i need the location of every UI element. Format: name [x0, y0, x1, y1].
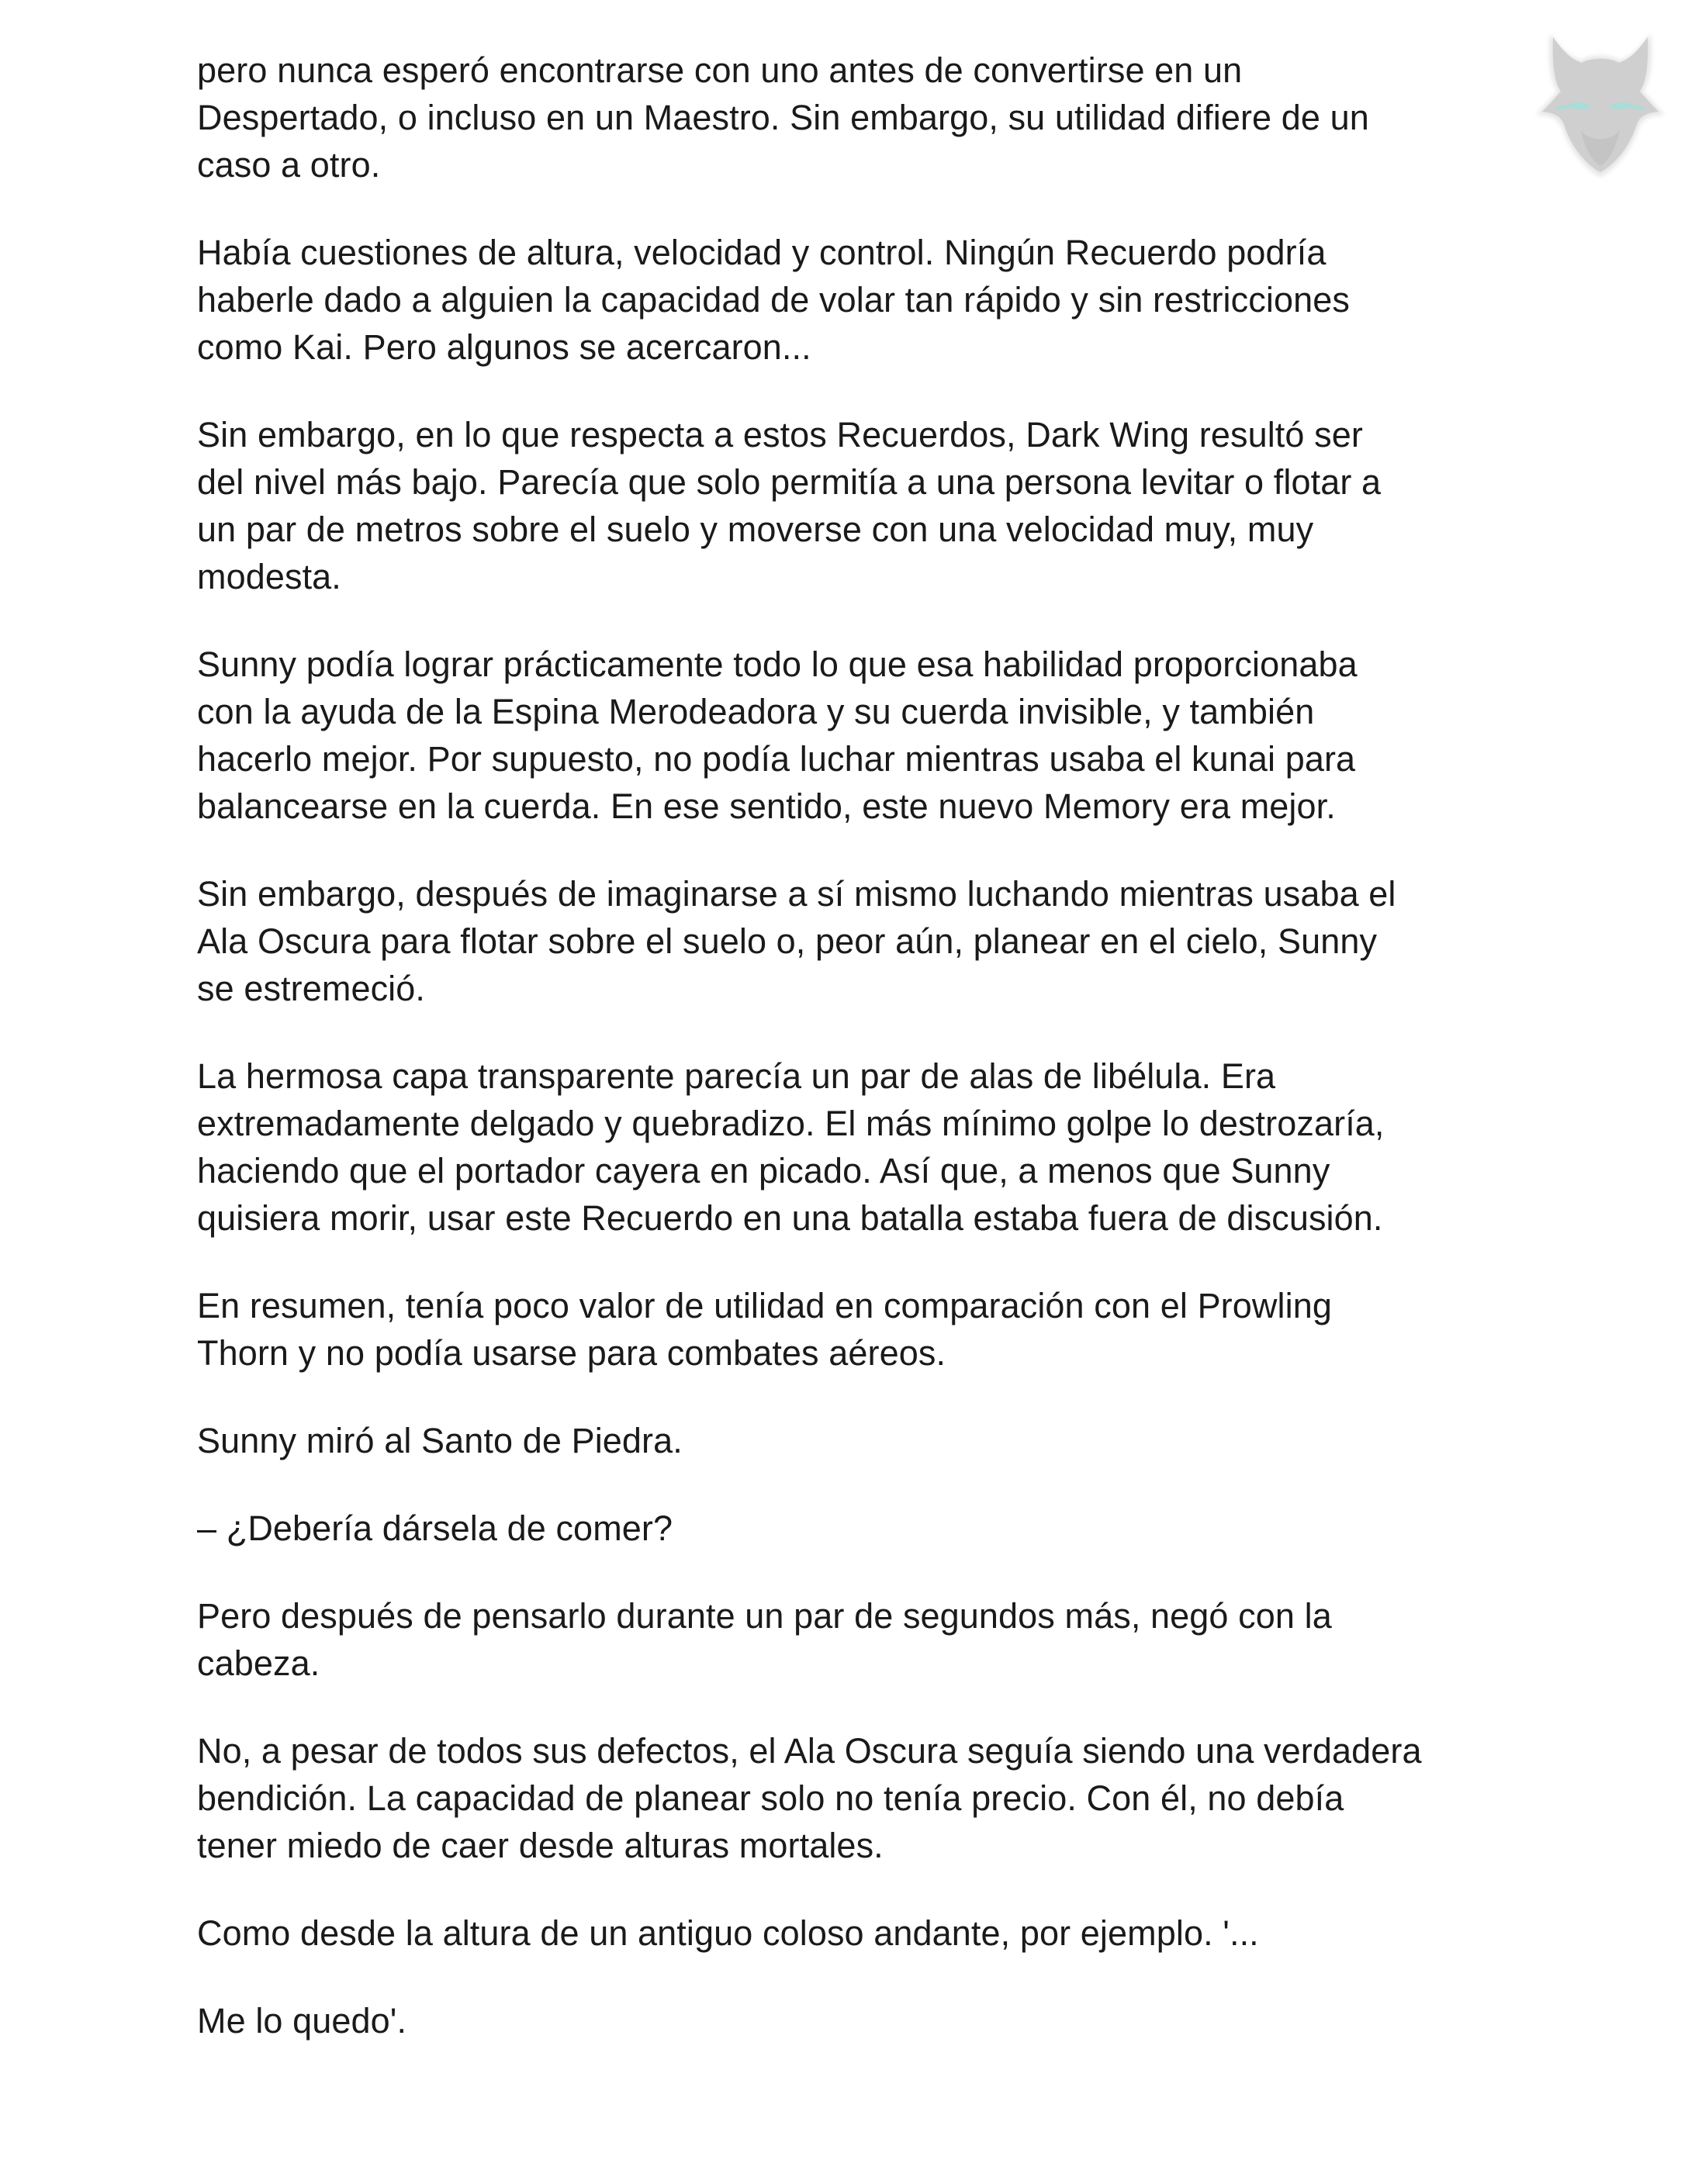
paragraph: Sin embargo, después de imaginarse a sí mismo luchando mientras usaba el Ala Oscura para flotar sobre el suelo o, peor aún, planear en el cielo, Sunny se estremeció.	[197, 874, 1396, 1008]
horned-demon-mask-icon	[1527, 14, 1674, 185]
dialogue-paragraph: – ¿Debería dársela de comer?	[197, 1508, 673, 1548]
paragraph: Sin embargo, en lo que respecta a estos Recuerdos, Dark Wing resultó ser del nivel más bajo. Parecía que solo permitía a una persona levitar o flotar a un par de metros sobre el suelo y moverse con una velocidad muy, muy modesta.	[197, 415, 1382, 596]
paragraph: La hermosa capa transparente parecía un par de alas de libélula. Era extremadamente delgado y quebradizo. El más mínimo golpe lo destrozaría, haciendo que el portador cayera en picado. Así que, a menos que Sunny quisiera morir, usar este Recuerdo en una batalla estaba fuera de discusión.	[197, 1056, 1385, 1238]
paragraph: Me lo quedo'.	[197, 2001, 407, 2041]
paragraph: Sunny podía lograr prácticamente todo lo que esa habilidad proporcionaba con la ayuda de la Espina Merodeadora y su cuerda invisible, y también hacerlo mejor. Por supuesto, no podía luchar mientras usaba el kunai para balancearse en la cuerda. En ese sentido, este nuevo Memory era mejor.	[197, 644, 1358, 826]
paragraph: Pero después de pensarlo durante un par de segundos más, negó con la cabeza.	[197, 1596, 1332, 1683]
paragraph: pero nunca esperó encontrarse con uno antes de convertirse en un Despertado, o incluso en un Maestro. Sin embargo, su utilidad difiere de un caso a otro.	[197, 50, 1369, 185]
paragraph: Había cuestiones de altura, velocidad y control. Ningún Recuerdo podría haberle dado a alguien la capacidad de volar tan rápido y sin restricciones como Kai. Pero algunos se acercaron...	[197, 233, 1350, 367]
paragraph: Como desde la altura de un antiguo coloso andante, por ejemplo. '...	[197, 1913, 1259, 1953]
paragraph: No, a pesar de todos sus defectos, el Ala Oscura seguía siendo una verdadera bendición. La capacidad de planear solo no tenía precio. Con él, no debía tener miedo de caer desde alturas mortales.	[197, 1731, 1422, 1865]
paragraph: Sunny miró al Santo de Piedra.	[197, 1421, 683, 1460]
paragraph: En resumen, tenía poco valor de utilidad en comparación con el Prowling Thorn y no podía usarse para combates aéreos.	[197, 1286, 1332, 1373]
document-body	[197, 47, 1516, 2085]
